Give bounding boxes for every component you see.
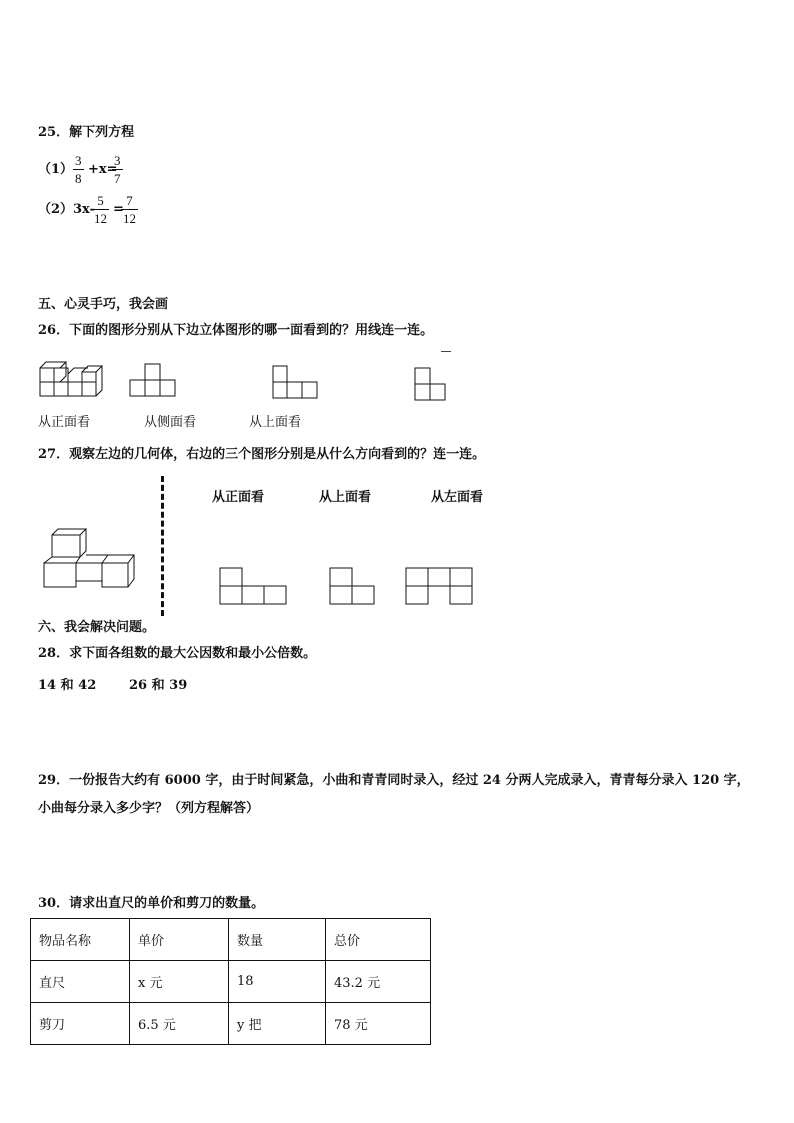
q28-pair-1: 14 和 42 [38, 678, 97, 693]
fraction-denominator: 7 [114, 171, 121, 186]
table-header-cell: 物品名称 [31, 919, 130, 961]
q30-price-table [30, 918, 431, 1045]
q26-title: 26．下面的图形分别从下边立体图形的哪一面看到的？用线连一连。 [38, 323, 434, 338]
table-cell: y 把 [229, 1003, 326, 1045]
q25-eq2-fraction-right [121, 193, 138, 226]
fraction-numerator: 7 [126, 193, 133, 208]
table-row [31, 961, 431, 1003]
q25-eq2-prefix: 3x- [73, 202, 95, 217]
q26-solid-figure [38, 358, 104, 400]
q26-label-side: 从侧面看 [144, 415, 197, 430]
q27-label-top: 从上面看 [319, 490, 372, 505]
section6-title: 六、我会解决问题。 [38, 620, 156, 635]
table-cell: x 元 [130, 961, 229, 1003]
table-header-cell: 总价 [326, 919, 431, 961]
q25-eq1-label: （1） [38, 162, 74, 177]
fraction-denominator: 12 [94, 211, 107, 226]
table-header-row [31, 919, 431, 961]
q26-label-front: 从正面看 [38, 415, 91, 430]
q25-eq2-label: （2） [38, 202, 74, 217]
q28-pair-2: 26 和 39 [129, 678, 188, 693]
q26-view-a [130, 362, 178, 398]
q27-solid-figure [42, 533, 142, 591]
q25-eq1-fraction-right [112, 153, 123, 186]
q25-title: 25．解下列方程 [38, 125, 135, 140]
q26-view-b [273, 364, 319, 400]
q27-label-front: 从正面看 [212, 490, 265, 505]
table-cell: 78 元 [326, 1003, 431, 1045]
q27-view-b [329, 567, 377, 607]
table-cell: 18 [229, 961, 326, 1003]
q27-view-c [405, 567, 475, 607]
q26-label-top: 从上面看 [249, 415, 302, 430]
q27-label-left: 从左面看 [431, 490, 484, 505]
q26-corner-mark [441, 351, 451, 352]
q25-eq2-fraction-left [92, 193, 109, 226]
q27-view-a [219, 567, 289, 607]
q27-title: 27．观察左边的几何体，右边的三个图形分别是从什么方向看到的？连一连。 [38, 447, 486, 462]
table-cell: 直尺 [31, 961, 130, 1003]
q27-dashed-divider [161, 476, 164, 616]
q25-eq2-operator: = [113, 202, 124, 217]
fraction-numerator: 5 [97, 193, 104, 208]
q25-eq1-fraction-left [73, 153, 84, 186]
table-cell: 6.5 元 [130, 1003, 229, 1045]
fraction-denominator: 8 [75, 171, 82, 186]
fraction-denominator: 12 [123, 211, 136, 226]
q26-view-c [415, 366, 447, 402]
fraction-numerator: 3 [75, 153, 82, 168]
q25-eq1-operator: +x= [88, 162, 118, 177]
q29-text-line-2: 小曲每分录入多少字？（列方程解答） [38, 801, 260, 816]
table-header-cell: 数量 [229, 919, 326, 961]
fraction-numerator: 3 [114, 153, 121, 168]
q28-title: 28．求下面各组数的最大公因数和最小公倍数。 [38, 646, 317, 661]
section5-title: 五、心灵手巧，我会画 [38, 297, 169, 312]
table-cell: 剪刀 [31, 1003, 130, 1045]
q30-title: 30．请求出直尺的单价和剪刀的数量。 [38, 896, 265, 911]
table-row [31, 1003, 431, 1045]
table-header-cell: 单价 [130, 919, 229, 961]
table-cell: 43.2 元 [326, 961, 431, 1003]
q29-text-line-1: 29．一份报告大约有 6000 字，由于时间紧急，小曲和青青同时录入，经过 24 分两人完成录入，青青每分录入 120 字， [38, 773, 750, 788]
